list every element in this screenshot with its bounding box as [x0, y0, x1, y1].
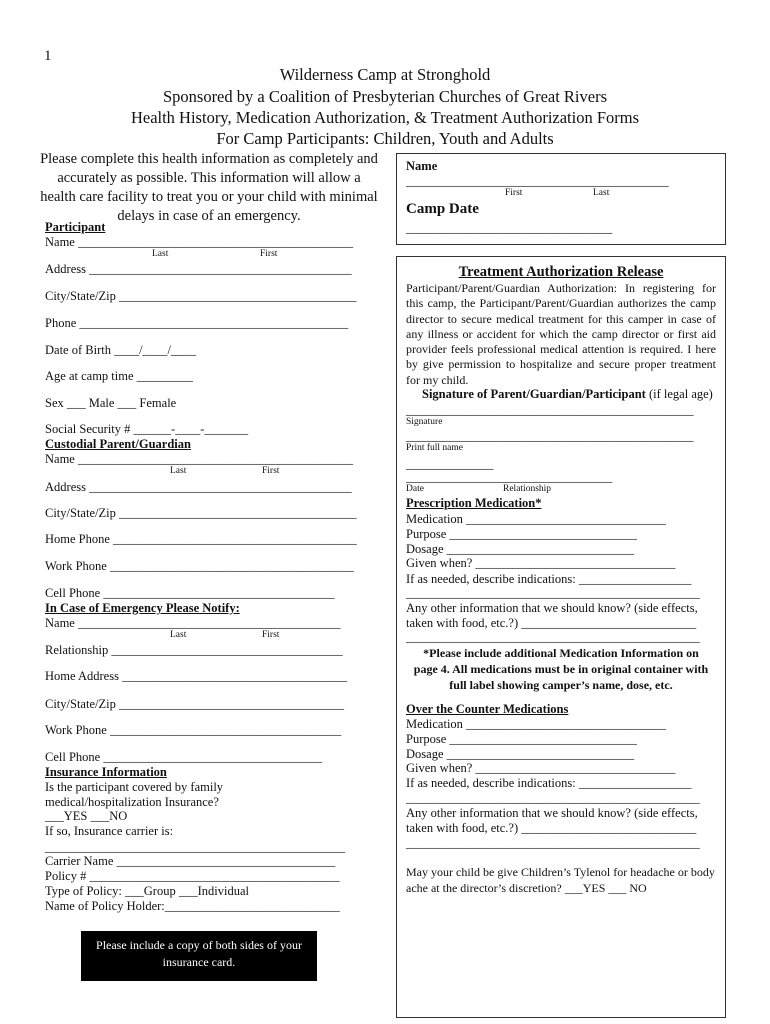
guardian-home-phone-field[interactable]: Home Phone _______________________________________ [45, 532, 357, 546]
intro-text: Please complete this health information as completely and accurately as possible. This information will allow a health care facility to treat you or your child with minimal delays in case of an emergency. [40, 151, 378, 224]
rx-as-needed-field[interactable]: If as needed, describe indications: __________________ [406, 572, 692, 586]
otc-heading: Over the Counter Medications [406, 702, 569, 716]
camp-title: Wilderness Camp at Stronghold [279, 65, 491, 84]
policy-holder-field[interactable]: Name of Policy Holder:____________________________ [45, 899, 340, 913]
box-name-field[interactable]: __________________________________________ [406, 174, 669, 188]
date-field[interactable]: ______________ [406, 457, 494, 471]
participant-name-field[interactable]: Name ____________________________________________ [45, 235, 353, 249]
insurance-question-1: Is the participant covered by family [45, 780, 224, 794]
emergency-name-field[interactable]: Name __________________________________________ [45, 616, 341, 630]
participant-last-label: Last [152, 249, 169, 259]
rx-blank-line[interactable]: _______________________________________________ [406, 586, 700, 600]
signature-field[interactable]: ______________________________________________ [406, 403, 694, 417]
policy-number-field[interactable]: Policy # ________________________________________ [45, 869, 340, 883]
participant-address-field[interactable]: Address __________________________________________ [45, 262, 352, 276]
policy-type-field[interactable]: Type of Policy: ___Group ___Individual [45, 884, 249, 898]
participant-heading: Participant [45, 220, 106, 234]
tylenol-question[interactable]: May your child be give Children’s Tylenol for headache or body ache at the director’s discretion? ___YES ___ NO [406, 865, 715, 895]
rx-other-info-field[interactable]: taken with food, etc.?) ____________________________ [406, 616, 697, 630]
otc-purpose-field[interactable]: Purpose ______________________________ [406, 732, 637, 746]
insurance-carrier-blank[interactable]: ________________________________________________ [45, 840, 345, 854]
print-name-field[interactable]: ______________________________________________ [406, 429, 694, 443]
emergency-home-address-field[interactable]: Home Address ____________________________________ [45, 669, 348, 683]
guardian-heading: Custodial Parent/Guardian [45, 437, 191, 451]
insurance-carrier-question: If so, Insurance carrier is: [45, 824, 174, 838]
signature-label: Signature [406, 417, 443, 427]
emergency-city-field[interactable]: City/State/Zip ____________________________________ [45, 697, 344, 711]
date-label: Date [406, 484, 424, 494]
treatment-text: Participant/Parent/Guardian Authorization: In registering for this camp, the Participant/Parent/Guardian authorizes the camp director to secure medical treatment for this camper in case of any illness or accident for which the camp director or first aid provider feels professional medical attention is required. I here by give permission to hospitalize and secure proper treatment for my child. [406, 281, 716, 387]
guardian-work-phone-field[interactable]: Work Phone _______________________________________ [45, 559, 354, 573]
participant-age-field[interactable]: Age at camp time _________ [45, 369, 193, 383]
guardian-cell-phone-field[interactable]: Cell Phone _____________________________________ [45, 586, 335, 600]
participant-dob-field[interactable]: Date of Birth ____/____/____ [45, 343, 197, 357]
otc-other-info-field[interactable]: taken with food, etc.?) ____________________________ [406, 821, 697, 835]
treatment-title: Treatment Authorization Release [458, 264, 664, 280]
insurance-heading: Insurance Information [45, 765, 167, 779]
participant-first-label: First [260, 249, 278, 259]
print-name-label: Print full name [406, 443, 463, 453]
audience-line: For Camp Participants: Children, Youth and Adults [216, 129, 554, 148]
insurance-question-2: medical/hospitalization Insurance? [45, 795, 219, 809]
box-first-label: First [505, 188, 523, 198]
otc-as-needed-field[interactable]: If as needed, describe indications: __________________ [406, 776, 692, 790]
insurance-card-note: Please include a copy of both sides of your insurance card. [81, 931, 317, 981]
rx-note: *Please include additional Medication Information on page 4. All medications must be in original container with full label showing camper’s name, dose, etc. [413, 646, 709, 692]
guardian-address-field[interactable]: Address __________________________________________ [45, 480, 352, 494]
emergency-heading: In Case of Emergency Please Notify: [45, 601, 240, 615]
relationship-field[interactable]: _________________________________ [406, 470, 613, 484]
guardian-city-field[interactable]: City/State/Zip ______________________________________ [45, 506, 357, 520]
rx-heading: Prescription Medication* [406, 496, 542, 510]
insurance-yes-no[interactable]: ___YES ___NO [45, 809, 128, 823]
emergency-work-phone-field[interactable]: Work Phone _____________________________________ [45, 723, 342, 737]
otc-given-when-field[interactable]: Given when? ________________________________ [406, 761, 676, 775]
camp-date-field[interactable]: _________________________________ [406, 221, 613, 235]
rx-dosage-field[interactable]: Dosage ______________________________ [406, 542, 635, 556]
box-last-label: Last [593, 188, 610, 198]
rx-blank-line-2[interactable]: _______________________________________________ [406, 630, 700, 644]
guardian-name-field[interactable]: Name ____________________________________________ [45, 452, 353, 466]
carrier-name-field[interactable]: Carrier Name ___________________________________ [45, 854, 336, 868]
forms-title: Health History, Medication Authorization, & Treatment Authorization Forms [130, 108, 640, 127]
rx-purpose-field[interactable]: Purpose ______________________________ [406, 527, 637, 541]
guardian-first-label: First [262, 466, 280, 476]
guardian-last-label: Last [170, 466, 187, 476]
sponsor-line: Sponsored by a Coalition of Presbyterian Churches of Great Rivers [162, 87, 608, 106]
participant-phone-field[interactable]: Phone ___________________________________________ [45, 316, 349, 330]
signature-heading-text: Signature of Parent/Guardian/Participant [422, 387, 646, 401]
otc-blank-line[interactable]: _______________________________________________ [406, 791, 700, 805]
page-number: 1 [44, 48, 52, 64]
otc-other-info-line1: Any other information that we should know? (side effects, [406, 806, 698, 820]
otc-dosage-field[interactable]: Dosage ______________________________ [406, 747, 635, 761]
emergency-relationship-field[interactable]: Relationship _____________________________________ [45, 643, 343, 657]
emergency-cell-phone-field[interactable]: Cell Phone ___________________________________ [45, 750, 323, 764]
rx-given-when-field[interactable]: Given when? ________________________________ [406, 556, 676, 570]
box-name-label: Name [406, 159, 438, 173]
relationship-label: Relationship [503, 484, 552, 494]
signature-heading [422, 387, 713, 402]
emergency-first-label: First [262, 630, 280, 640]
signature-legal-age-note: (if legal age) [648, 387, 713, 401]
otc-blank-line-2[interactable]: _______________________________________________ [406, 836, 700, 850]
camp-date-label: Camp Date [406, 201, 479, 217]
rx-other-info-line1: Any other information that we should know? (side effects, [406, 601, 698, 615]
emergency-last-label: Last [170, 630, 187, 640]
rx-medication-field[interactable]: Medication ________________________________ [406, 512, 667, 526]
participant-ssn-field[interactable]: Social Security # ______-____-_______ [45, 422, 249, 436]
participant-city-field[interactable]: City/State/Zip ______________________________________ [45, 289, 357, 303]
otc-medication-field[interactable]: Medication ________________________________ [406, 717, 667, 731]
participant-sex-field[interactable]: Sex ___ Male ___ Female [45, 396, 177, 410]
